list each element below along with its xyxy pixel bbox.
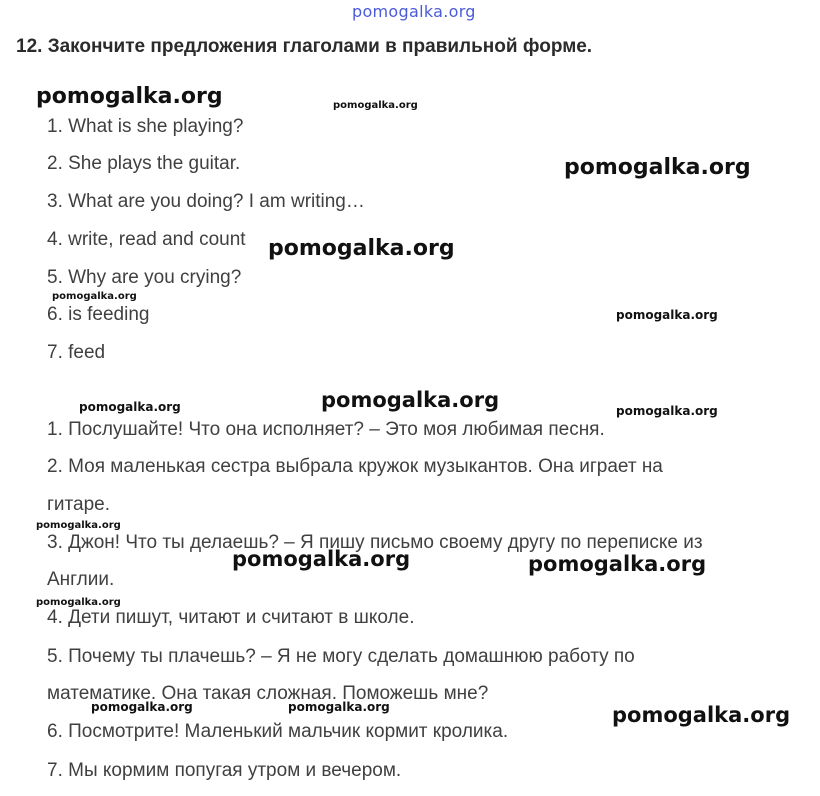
russian-line-8: математике. Она такая сложная. Поможешь мне? — [47, 683, 489, 704]
task-title: Закончите предложения глаголами в правильной форме. — [47, 36, 593, 57]
watermark: pomogalka.org — [52, 291, 137, 302]
russian-line-7: 5. Почему ты плачешь? – Я не могу сделать домашнюю работу по — [47, 646, 635, 667]
watermark: pomogalka.org — [528, 552, 707, 576]
english-answer-3: 3. What are you doing? I am writing… — [47, 191, 365, 212]
watermark: pomogalka.org — [268, 236, 455, 261]
watermark: pomogalka.org — [564, 155, 751, 180]
watermark: pomogalka.org — [91, 700, 193, 714]
task-number: 12. — [16, 36, 43, 57]
russian-line-5: Англии. — [47, 569, 115, 590]
russian-line-1: 1. Послушайте! Что она исполняет? – Это моя любимая песня. — [47, 419, 605, 440]
top-watermark: pomogalka.org — [352, 2, 476, 21]
english-answer-7: 7. feed — [47, 342, 106, 363]
watermark: pomogalka.org — [36, 84, 223, 109]
russian-line-2: 2. Моя маленькая сестра выбрала кружок музыкантов. Она играет на — [47, 456, 663, 477]
watermark: pomogalka.org — [79, 400, 181, 414]
russian-line-6: 4. Дети пишут, читают и считают в школе. — [47, 607, 415, 628]
russian-line-4: 3. Джон! Что ты делаешь? – Я пишу письмо своему другу по переписке из — [47, 532, 703, 553]
russian-line-9: 6. Посмотрите! Маленький мальчик кормит кролика. — [47, 721, 509, 742]
english-answer-1: 1. What is she playing? — [47, 116, 244, 137]
watermark: pomogalka.org — [321, 388, 500, 412]
watermark: pomogalka.org — [333, 100, 418, 111]
task-heading — [16, 36, 592, 58]
russian-line-10: 7. Мы кормим попугая утром и вечером. — [47, 760, 402, 781]
english-answer-5: 5. Why are you crying? — [47, 267, 242, 288]
english-answer-2: 2. She plays the guitar. — [47, 153, 241, 174]
russian-line-3: гитаре. — [47, 494, 111, 515]
watermark: pomogalka.org — [612, 703, 791, 727]
english-answer-6: 6. is feeding — [47, 304, 150, 325]
watermark: pomogalka.org — [36, 597, 121, 608]
watermark: pomogalka.org — [36, 520, 121, 531]
watermark: pomogalka.org — [616, 308, 718, 322]
watermark: pomogalka.org — [232, 547, 411, 571]
english-answer-4: 4. write, read and count — [47, 229, 246, 250]
watermark: pomogalka.org — [616, 404, 718, 418]
watermark: pomogalka.org — [288, 700, 390, 714]
